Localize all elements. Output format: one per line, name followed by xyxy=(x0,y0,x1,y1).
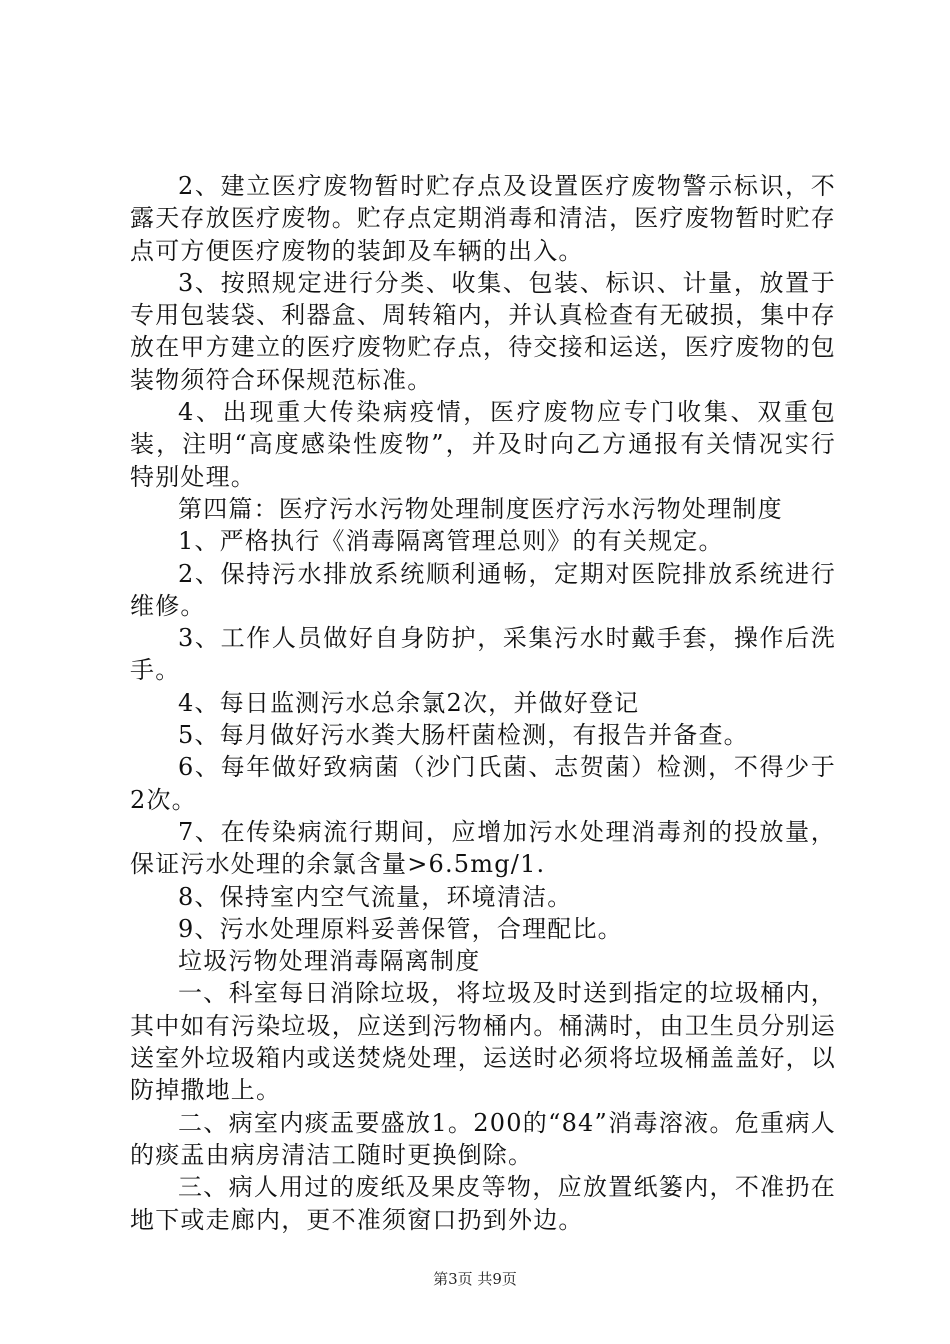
paragraph-sewage-rule-7: 7、在传染病流行期间，应增加污水处理消毒剂的投放量，保证污水处理的余氯含量>6.5mg/1. xyxy=(130,817,836,879)
document-body xyxy=(130,170,836,1236)
paragraph-sewage-rule-2: 2、保持污水排放系统顺利通畅，定期对医院排放系统进行维修。 xyxy=(130,559,836,620)
paragraph-waste-classification: 3、按照规定进行分类、收集、包装、标识、计量，放置于专用包装袋、利器盒、周转箱内，并认真检查有无破损，集中存放在甲方建立的医疗废物贮存点，待交接和运送，医疗废物的包装物须符合环保规范标准。 xyxy=(130,268,836,394)
paragraph-garbage-rule-1: 一、科室每日消除垃圾，将垃圾及时送到指定的垃圾桶内，其中如有污染垃圾，应送到污物桶内。桶满时，由卫生员分别运送室外垃圾箱内或送焚烧处理，运送时必须将垃圾桶盖盖好，以防掉撒地上。 xyxy=(130,979,836,1105)
paragraph-garbage-rule-3: 三、病人用过的废纸及果皮等物，应放置纸篓内，不准扔在地下或走廊内，更不准须窗口扔到外边。 xyxy=(130,1173,836,1234)
paragraph-waste-storage-point: 2、建立医疗废物暂时贮存点及设置医疗废物警示标识，不露天存放医疗废物。贮存点定期消毒和清洁，医疗废物暂时贮存点可方便医疗废物的装卸及车辆的出入。 xyxy=(130,172,836,265)
section-heading-sewage-rules: 第四篇：医疗污水污物处理制度医疗污水污物处理制度 xyxy=(178,494,783,523)
paragraph-sewage-rule-8: 8、保持室内空气流量，环境清洁。 xyxy=(178,882,573,911)
paragraph-sewage-rule-5: 5、每月做好污水粪大肠杆菌检测，有报告并备查。 xyxy=(178,721,749,750)
paragraph-sewage-rule-1: 1、严格执行《消毒隔离管理总则》的有关规定。 xyxy=(178,527,724,556)
page-footer xyxy=(0,1269,950,1289)
paragraph-garbage-rule-2: 二、病室内痰盂要盛放1。200的“84”消毒溶液。危重病人的痰盂由病房清洁工随时更换倒除。 xyxy=(130,1108,836,1169)
paragraph-sewage-rule-4: 4、每日监测污水总余氯2次，并做好登记 xyxy=(178,688,640,717)
page-number-label: 第3页 共9页 xyxy=(433,1270,517,1288)
paragraph-sewage-rule-9: 9、污水处理原料妥善保管，合理配比。 xyxy=(178,914,623,943)
paragraph-epidemic-handling: 4、出现重大传染病疫情，医疗废物应专门收集、双重包装，注明“高度感染性废物”，并及时向乙方通报有关情况实行特别处理。 xyxy=(130,398,836,491)
paragraph-sewage-rule-3: 3、工作人员做好自身防护，采集污水时戴手套，操作后洗手。 xyxy=(130,624,836,685)
paragraph-sewage-rule-6: 6、每年做好致病菌（沙门氏菌、志贺菌）检测，不得少于2次。 xyxy=(130,753,836,814)
section-heading-garbage-rules: 垃圾污物处理消毒隔离制度 xyxy=(178,947,481,976)
